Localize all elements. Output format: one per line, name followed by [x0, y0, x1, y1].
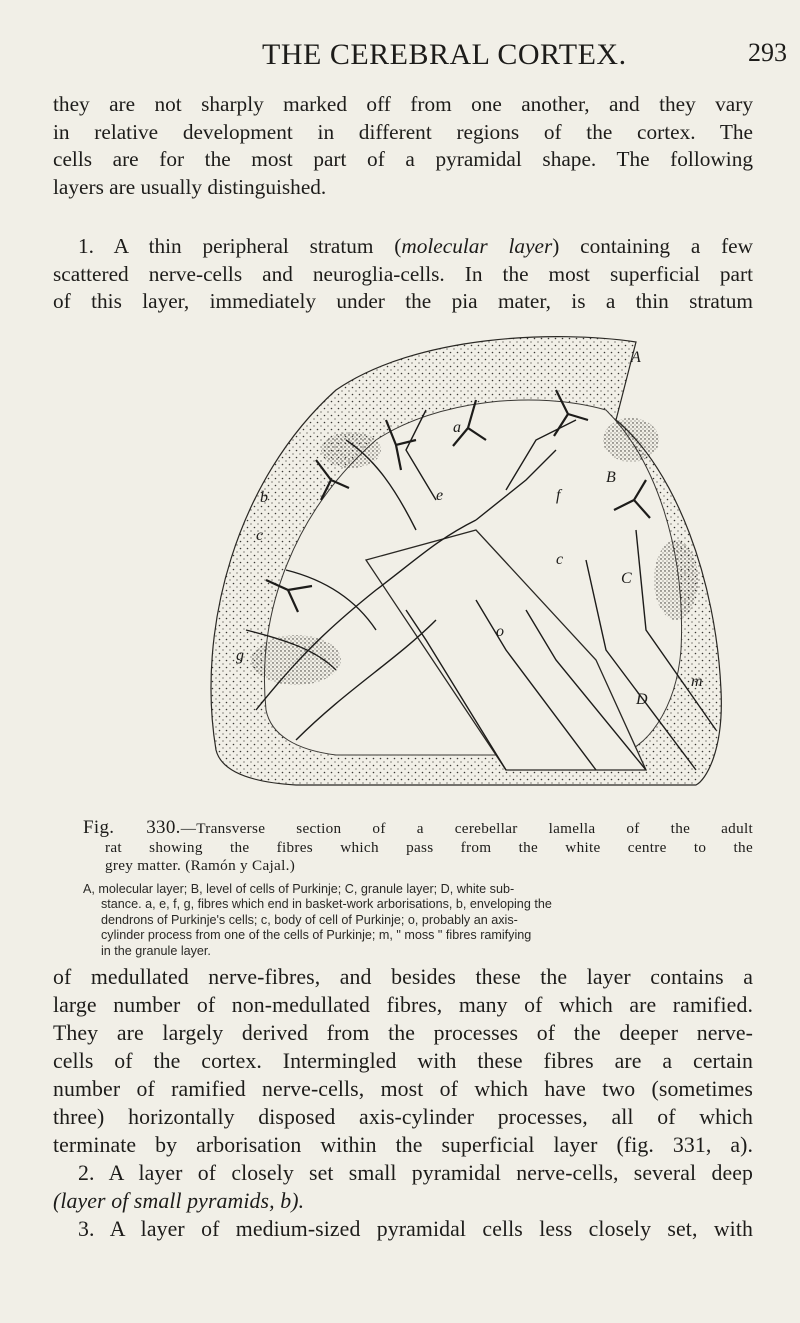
text-line: layers are usually distinguished. [53, 175, 327, 200]
text-line: cells are for the most part of a pyramidal shape. The following [53, 147, 753, 172]
caption-legend-line: stance. a, e, f, g, fibres which end in basket-work arborisations, b, enveloping the [101, 897, 552, 911]
list-item-molecular-layer [53, 233, 753, 316]
caption-title-line: grey matter. (Ramón y Cajal.) [105, 857, 296, 874]
text-line: large number of non-medullated fibres, many of which are ramified. [53, 993, 753, 1017]
page-number: 293 [748, 38, 787, 67]
text-fragment: 1. A thin peripheral stratum ( [78, 234, 402, 258]
caption-legend [83, 882, 753, 960]
caption-legend-line: dendrons of Purkinje's cells; c, body of cell of Purkinje; o, probably an axis- [101, 912, 518, 927]
caption-title [83, 819, 753, 876]
text-line: terminate by arborisation within the superficial layer (fig. 331, a). [53, 1133, 753, 1157]
figure-label-c-cap: C [621, 570, 632, 587]
text-line [53, 233, 753, 261]
text-line: number of ramified nerve-cells, most of which have two (sometimes [53, 1077, 753, 1101]
figure-label-g: g [236, 647, 244, 664]
figure-label-c-small: c [256, 527, 264, 544]
figure-label-a-cap: A [631, 349, 641, 366]
figure-label-b: b [260, 489, 268, 506]
text-line: of medullated nerve-fibres, and besides these the layer contains a [53, 965, 753, 989]
text-line: cells of the cortex. Intermingled with these fibres are a certain [53, 1049, 753, 1073]
running-title: THE CEREBRAL CORTEX. [262, 38, 627, 71]
term-small-pyramids: (layer of small pyramids, b). [53, 1189, 305, 1213]
figure-label-c: c [556, 551, 564, 568]
caption-title-text: —Transverse section of a cerebellar lamella of the adult [180, 820, 754, 837]
list-item-small-pyramids: 2. A layer of closely set small pyramidal nerve-cells, several deep [78, 1161, 753, 1185]
caption-title-line [83, 819, 753, 839]
paragraph-continuation [53, 963, 753, 1243]
caption-legend-line: in the granule layer. [101, 943, 211, 958]
text-line: scattered nerve-cells and neuroglia-cells. In the most superficial part [53, 261, 753, 286]
figure-number: Fig. 330. [83, 817, 181, 838]
text-line: of this layer, immediately under the pia mater, is a thin stratum [53, 289, 753, 314]
text-fragment: ) containing a few [552, 234, 753, 258]
figure-label-a: a [453, 419, 461, 436]
term-molecular-layer: molecular layer [401, 234, 553, 258]
figure-caption [83, 819, 753, 959]
text-line: They are largely derived from the processes of the deeper nerve- [53, 1021, 753, 1045]
figure-label-o: o [496, 623, 504, 640]
text-line: they are not sharply marked off from one another, and they vary [53, 92, 753, 116]
figure-label-m: m [691, 673, 703, 690]
page-header [0, 38, 800, 78]
figure-label-e: e [436, 487, 444, 504]
list-item-medium-pyramids: 3. A layer of medium-sized pyramidal cells less closely set, with [78, 1217, 753, 1241]
figure-label-b-cap: B [606, 469, 616, 486]
cerebellar-lamella-illustration [176, 330, 754, 792]
text-line: three) horizontally disposed axis-cylinder processes, all of which [53, 1105, 753, 1129]
caption-title-line: rat showing the fibres which pass from the white centre to the [105, 838, 753, 856]
caption-legend-line: cylinder process from one of the cells of Purkinje; m, " moss " fibres ramifying [101, 928, 532, 942]
figure-label-f: f [556, 487, 561, 504]
text-line: in relative development in different regions of the cortex. The [53, 119, 753, 144]
figure-label-d-cap: D [636, 691, 648, 708]
illustration-drawing [176, 330, 754, 792]
paragraph-intro [53, 91, 753, 202]
caption-legend-line: A, molecular layer; B, level of cells of Purkinje; C, granule layer; D, white sub- [83, 881, 515, 896]
